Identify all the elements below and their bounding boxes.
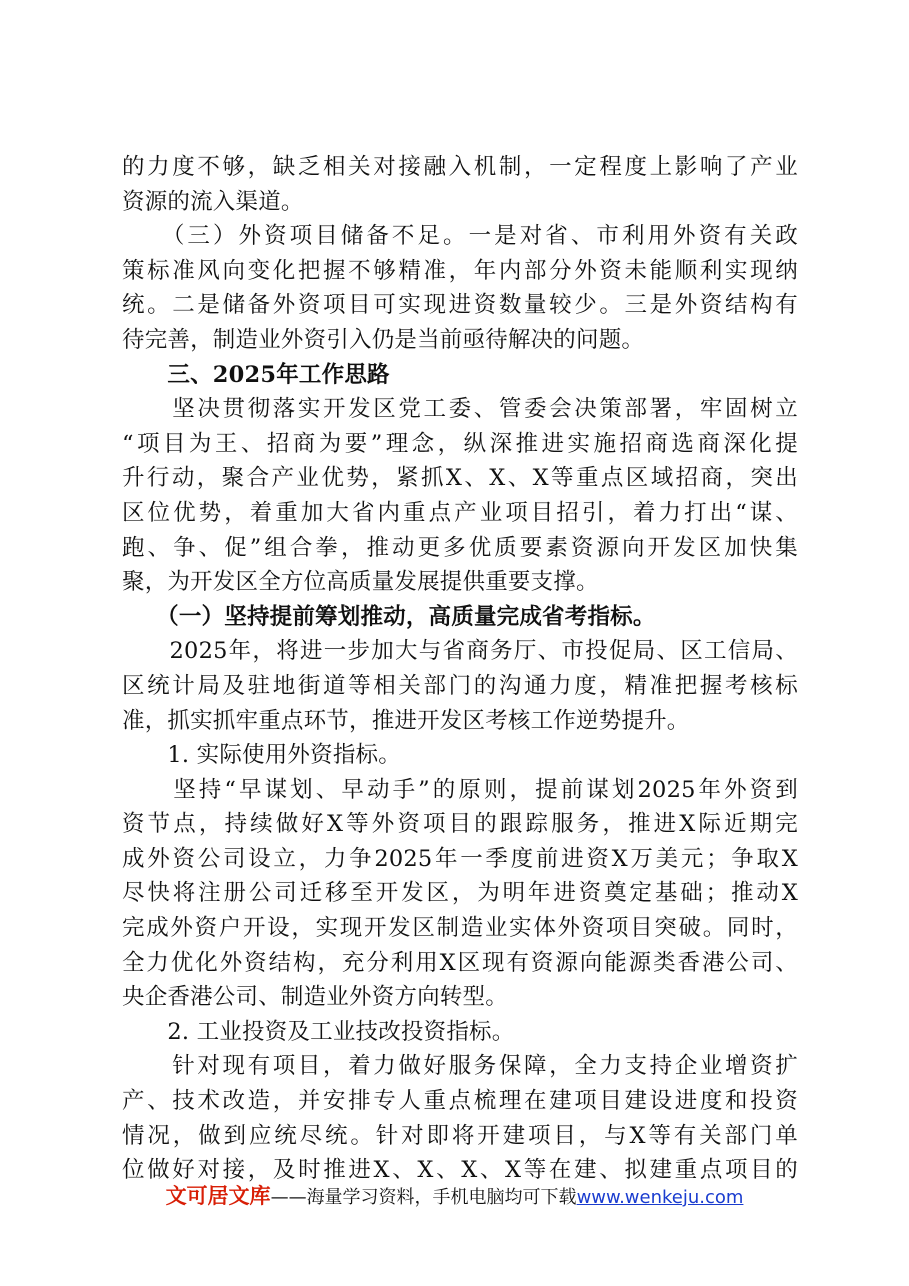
text-line: 情况，做到应统尽统。针对即将开建项目，与X等有关部门单 [122, 1122, 798, 1149]
text-line: 的力度不够，缺乏相关对接融入机制，一定程度上影响了产业 [122, 154, 798, 180]
item-heading: 2. 工业投资及工业技改投资指标。 [122, 1018, 515, 1045]
footer-website-link[interactable]: www.wenkeju.com [576, 1187, 744, 1208]
text-line: 聚，为开发区全方位高质量发展提供重要支撑。 [122, 569, 599, 596]
text-line: 尽快将注册公司迁移至开发区，为明年进资奠定基础；推动X [122, 880, 798, 907]
text-line: 成外资公司设立，力争2025年一季度前进资X万美元；争取X [122, 845, 798, 872]
text-line: 央企香港公司、制造业外资方向转型。 [122, 984, 508, 1011]
text-line: 资源的流入渠道。 [122, 188, 304, 215]
text-line: 坚决贯彻落实开发区党工委、管委会决策部署，牢固树立 [122, 396, 798, 423]
text-line: 升行动，聚合产业优势，紧抓X、X、X等重点区域招商，突出 [122, 465, 798, 492]
text-line: 区位优势，着重加大省内重点产业项目招引，着力打出“谋、 [122, 499, 798, 526]
text-line: 针对现有项目，着力做好服务保障，全力支持企业增资扩 [122, 1053, 798, 1080]
text-line: 准，抓实抓牢重点环节，推进开发区考核工作逆势提升。 [122, 707, 690, 734]
document-body [122, 150, 798, 1188]
footer-banner [0, 1182, 909, 1212]
item-heading: 1. 实际使用外资指标。 [122, 742, 401, 769]
text-line: 资节点，持续做好X等外资项目的跟踪服务，推进X际近期完 [122, 811, 798, 838]
text-line: 待完善，制造业外资引入仍是当前亟待解决的问题。 [122, 326, 645, 353]
text-line: 坚持“早谋划、早动手”的原则，提前谋划2025年外资到 [122, 776, 798, 803]
text-line: “项目为王、招商为要”理念，纵深推进实施招商选商深化提 [122, 430, 798, 457]
text-line: 区统计局及驻地街道等相关部门的沟通力度，精准把握考核标 [122, 672, 798, 699]
text-line: 全力优化外资结构，充分利用X区现有资源向能源类香港公司、 [122, 949, 798, 976]
subsection-heading: （一）坚持提前筹划推动，高质量完成省考指标。 [122, 603, 656, 630]
footer-brand: 文可居文库 [165, 1184, 271, 1208]
text-line: 统。二是储备外资项目可实现进资数量较少。三是外资结构有 [122, 292, 798, 319]
text-line: 2025年，将进一步加大与省商务厅、市投促局、区工信局、 [122, 638, 798, 665]
text-line: 完成外资户开设，实现开发区制造业实体外资项目突破。同时， [122, 915, 798, 942]
text-line: 跑、争、促”组合拳，推动更多优质要素资源向开发区加快集 [122, 534, 798, 561]
footer-tagline: ——海量学习资料，手机电脑均可下载 [270, 1187, 577, 1208]
section-heading: 三、2025年工作思路 [122, 361, 390, 388]
text-line: 策标准风向变化把握不够精准，年内部分外资未能顺利实现纳 [122, 257, 798, 284]
text-line: 产、技术改造，并安排专人重点梳理在建项目建设进度和投资 [122, 1088, 798, 1115]
subsection-heading-line: （三）外资项目储备不足。一是对省、市利用外资有关政 [122, 223, 798, 250]
text-line: 位做好对接，及时推进X、X、X、X等在建、拟建重点项目的 [122, 1157, 798, 1184]
